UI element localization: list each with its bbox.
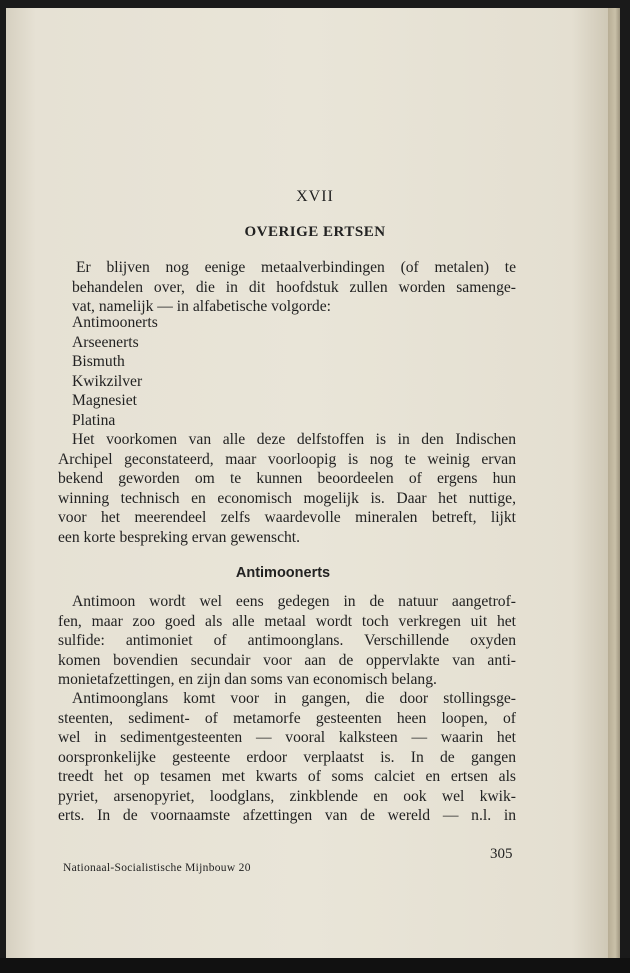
metal-list: [72, 313, 516, 430]
list-item: Platina: [72, 411, 116, 429]
text-line: Het voorkomen van alle deze delfstoffen is in den Indischen: [72, 431, 516, 448]
text-line: een korte bespreking ervan gewenscht.: [58, 528, 301, 546]
text-line: Antimoon wordt wel eens gedegen in de natuur aangetrof-: [72, 593, 516, 610]
intro-paragraph: [72, 258, 516, 317]
list-item: Kwikzilver: [72, 372, 143, 390]
chapter-title: OVERIGE ERTSEN: [244, 224, 386, 240]
list-item: Magnesiet: [72, 392, 137, 409]
page-edge: [608, 8, 620, 958]
text-line: fen, maar zoo goed als alle metaal wordt toch verkregen uit het: [58, 612, 516, 630]
intro-line: Er blijven nog eenige metaalverbindingen (of metalen) te: [76, 259, 516, 276]
text-line: voor het meerendeel zelfs waardevolle mineralen betreft, lijkt: [58, 509, 516, 526]
text-line: Antimoonglans komt voor in gangen, die door stollingsge-: [72, 690, 516, 707]
text-line: komen bovendien secundair voor aan de oppervlakte van anti-: [58, 651, 516, 669]
intro-line: behandelen over, die in dit hoofdstuk zullen worden samenge-: [72, 278, 516, 296]
text-line: monietafzettingen, en zijn dan soms van economisch belang.: [58, 671, 437, 688]
text-line: steenten, sediment- of metamorfe gesteenten heen loopen, of: [58, 709, 516, 727]
list-item: Bismuth: [72, 353, 125, 370]
text-line: pyriet, arsenopyriet, loodglans, zinkblende en ook wel kwik-: [58, 787, 516, 805]
paragraph-4: [58, 689, 516, 826]
intro-line: vat, namelijk — in alfabetische volgorde:: [72, 298, 331, 315]
text-line: treedt het op tesamen met kwarts of soms calciet en ertsen als: [58, 768, 516, 785]
section-title: Antimoonerts: [235, 565, 331, 581]
page-number: 305: [490, 846, 513, 862]
list-item: Antimoonerts: [72, 314, 158, 331]
text-line: Archipel geconstateerd, maar voorloopig is nog te weinig ervan: [58, 450, 516, 468]
scan-border: [0, 958, 630, 973]
text-line: oorspronkelijke gesteente erdoor verplaatst is. In de gangen: [58, 748, 516, 766]
footer-journal: Nationaal-Socialistische Mijnbouw 20: [63, 862, 251, 874]
text-line: winning technisch en economisch mogelijk is. Daar het nuttige,: [58, 489, 516, 507]
text-line: wel in sedimentgesteenten — vooral kalksteen — waarin het: [58, 729, 516, 746]
paragraph-3: [58, 592, 516, 690]
text-line: bekend geworden om te kunnen beoordeelen of ergens hun: [58, 470, 516, 487]
text-line: sulfide: antimoniet of antimoonglans. Verschillende oxyden: [58, 632, 516, 649]
list-item: Arseenerts: [72, 333, 139, 351]
chapter-number: XVII: [296, 188, 334, 205]
paragraph-2: [58, 430, 516, 547]
text-line: erts. In de voornaamste afzettingen van de wereld — n.l. in: [58, 807, 516, 824]
